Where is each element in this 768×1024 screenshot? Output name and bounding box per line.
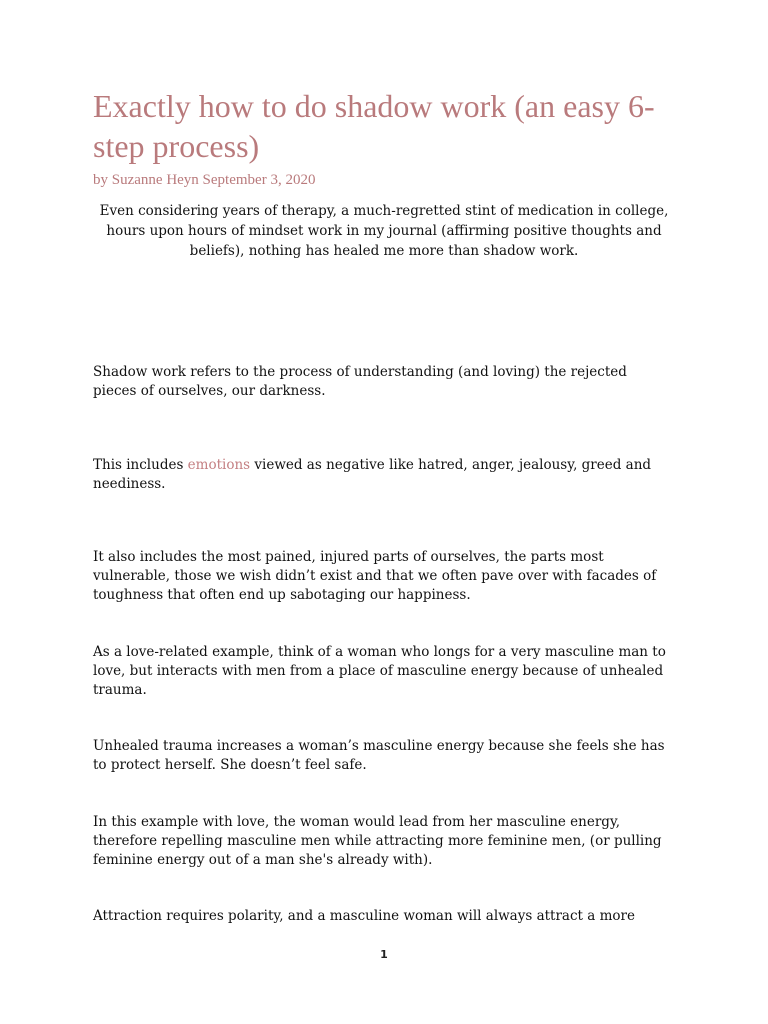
- intro-paragraph: Even considering years of therapy, a much-regretted stint of medication in college, hours upon hours of mindset work in my journal (affirming positive thoughts and beliefs), nothing has healed me more than shadow work.: [99, 203, 669, 259]
- article-title: Exactly how to do shadow work (an easy 6-step process): [93, 88, 655, 164]
- paragraph-pained-parts: It also includes the most pained, injured parts of ourselves, the parts most vulnerable, those we wish didn’t exist and that we often pave over with facades of toughness that often end up sabotaging our happiness.: [93, 549, 657, 603]
- paragraph-shadow-definition: Shadow work refers to the process of understanding (and loving) the rejected pieces of ourselves, our darkness.: [93, 364, 627, 399]
- page-number: 1: [380, 948, 388, 961]
- article-byline: by Suzanne Heyn September 3, 2020: [93, 172, 316, 188]
- paragraph-attraction-polarity: Attraction requires polarity, and a masculine woman will always attract a more: [93, 908, 635, 924]
- paragraph-love-example: As a love-related example, think of a woman who longs for a very masculine man to love, but interacts with men from a place of masculine energy because of unhealed trauma.: [93, 644, 666, 698]
- paragraph-emotions: [93, 456, 673, 494]
- paragraph-unhealed-trauma: Unhealed trauma increases a woman’s masculine energy because she feels she has to protect herself. She doesn’t feel safe.: [93, 738, 665, 773]
- paragraph-masculine-energy: In this example with love, the woman would lead from her masculine energy, therefore repelling masculine men while attracting more feminine men, (or pulling feminine energy out of a man she's already with).: [93, 814, 662, 868]
- emotions-link[interactable]: emotions: [187, 457, 251, 473]
- emotions-text-after: viewed as negative like hatred, anger, jealousy, greed and neediness.: [93, 457, 652, 492]
- emotions-text-before: This includes: [93, 457, 188, 473]
